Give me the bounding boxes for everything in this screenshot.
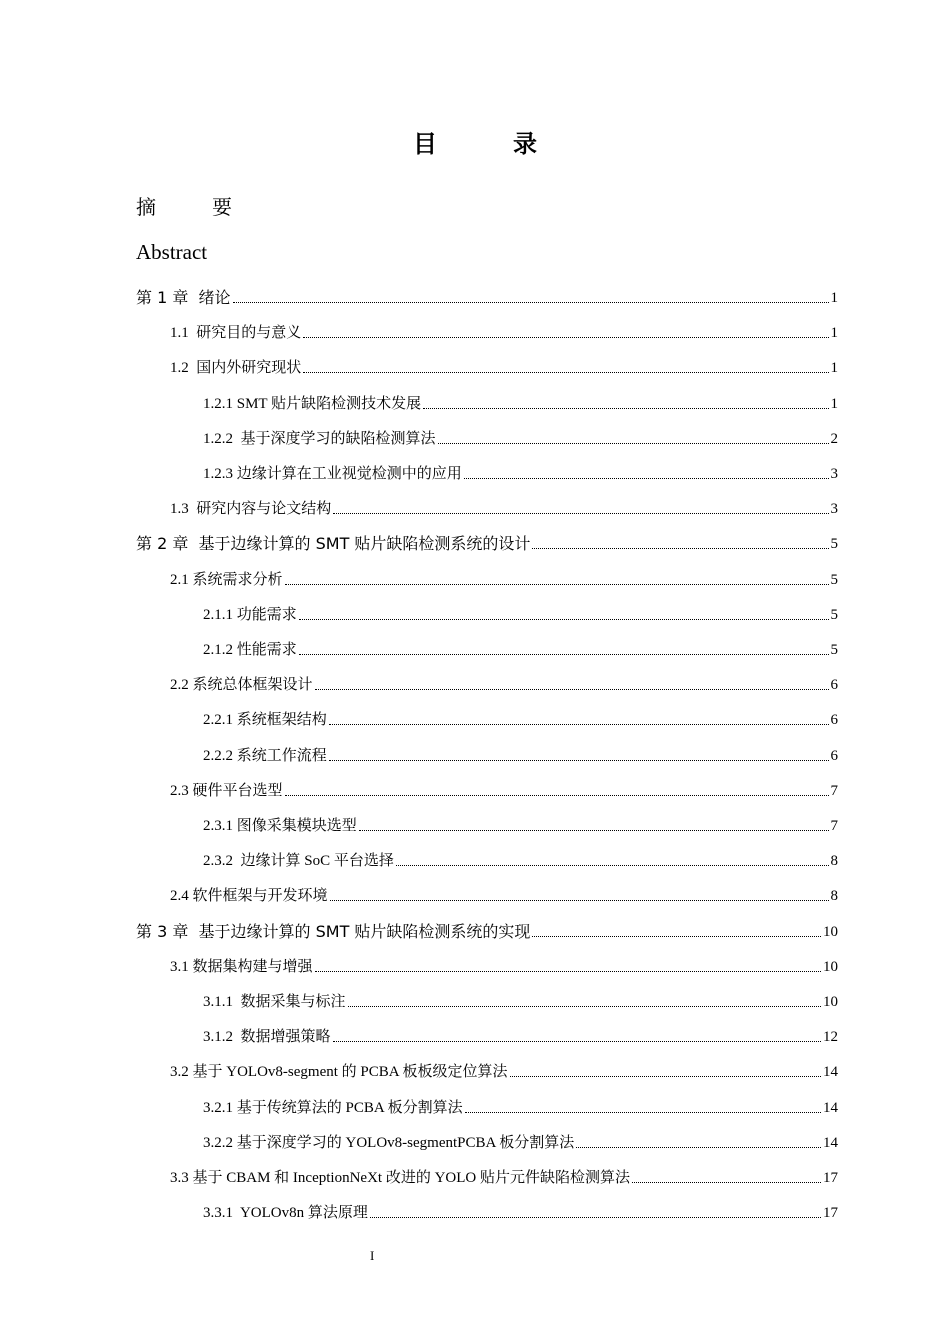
toc-entry[interactable] (203, 805, 838, 835)
toc-dot-leader (532, 547, 828, 549)
toc-entry[interactable] (203, 1087, 838, 1117)
toc-entry[interactable] (203, 981, 838, 1011)
toc-entry-title: 3.3 基于 CBAM 和 InceptionNeXt 改进的 YOLO 贴片元件缺陷检测算法 (170, 1170, 630, 1186)
toc-entry[interactable] (203, 840, 838, 870)
toc-entry[interactable] (203, 735, 838, 765)
toc-entry-page-number: 14 (823, 1099, 838, 1116)
toc-entry[interactable] (203, 1122, 838, 1152)
toc-entry-title: 1.2.3 边缘计算在工业视觉检测中的应用 (203, 466, 462, 482)
toc-entry-page-number: 5 (830, 536, 838, 553)
toc-dot-leader (333, 512, 828, 514)
toc-entry-title: 2.2.1 系统框架结构 (203, 712, 327, 729)
toc-entry[interactable] (203, 418, 838, 448)
toc-dot-leader (632, 1181, 821, 1183)
toc-entry-page-number: 5 (830, 571, 838, 588)
toc-entry-page-number: 7 (830, 782, 838, 799)
toc-entry-title: 2.2.2 系统工作流程 (203, 747, 327, 764)
toc-dot-leader (576, 1146, 821, 1148)
toc-entry-page-number: 6 (830, 677, 838, 694)
toc-entry[interactable] (170, 946, 838, 976)
toc-entry[interactable] (203, 629, 838, 659)
toc-entry-page-number: 1 (830, 360, 838, 377)
toc-entry-title: 2.3.2 边缘计算 SoC 平台选择 (203, 853, 394, 870)
toc-entry-title: 1.1 研究目的与意义 (170, 325, 302, 342)
toc-entry[interactable] (203, 699, 838, 729)
toc-entry[interactable] (170, 770, 838, 800)
toc-entry[interactable] (203, 383, 838, 413)
toc-entry[interactable] (203, 1192, 838, 1222)
toc-entry-page-number: 3 (830, 501, 838, 518)
toc-entry-page-number: 2 (830, 430, 838, 447)
toc-entry-title: 2.1.2 性能需求 (203, 642, 297, 658)
toc-entry-title: 3.3.1 YOLOv8n 算法原理 (203, 1205, 368, 1222)
toc-entry-page-number: 8 (830, 853, 838, 870)
toc-dot-leader (303, 371, 828, 373)
toc-entry-title: 3.2 基于 YOLOv8-segment 的 PCBA 板板级定位算法 (170, 1064, 508, 1081)
toc-dot-leader (299, 653, 829, 655)
toc-entry-title: 3.2.2 基于深度学习的 YOLOv8-segmentPCBA 板分割算法 (203, 1134, 575, 1151)
toc-entry[interactable] (170, 875, 838, 905)
toc-dot-leader (315, 688, 829, 690)
toc-entry[interactable] (136, 911, 838, 941)
toc-entry-page-number: 12 (823, 1029, 838, 1046)
toc-entry-zhaiyao[interactable]: 摘 要 (136, 195, 250, 219)
toc-dot-leader (438, 442, 829, 444)
toc-entry-title: 3.1.2 数据增强策略 (203, 1029, 331, 1046)
toc-entry-title: 2.3.1 图像采集模块选型 (203, 818, 357, 834)
toc-entry-page-number: 1 (830, 325, 838, 342)
toc-entry-title: 1.2.2 基于深度学习的缺陷检测算法 (203, 430, 436, 447)
toc-entry-title: 1.2.1 SMT 贴片缺陷检测技术发展 (203, 395, 422, 412)
toc-entry-title: 第 2 章 基于边缘计算的 SMT 贴片缺陷检测系统的设计 (136, 534, 531, 554)
toc-dot-leader (315, 970, 821, 972)
toc-entry-page-number: 5 (830, 642, 838, 658)
toc-entry-page-number: 10 (823, 923, 838, 940)
toc-dot-leader (303, 336, 828, 338)
page-number-footer: I (370, 1248, 375, 1263)
toc-dot-leader (233, 301, 829, 303)
toc-dot-leader (532, 935, 821, 937)
toc-entry-page-number: 10 (823, 994, 838, 1010)
toc-entry-page-number: 1 (830, 290, 838, 306)
toc-entry-title: 2.1 系统需求分析 (170, 571, 283, 588)
toc-entry-title: 2.1.1 功能需求 (203, 606, 297, 623)
toc-dot-leader (396, 864, 829, 866)
toc-entry-page-number: 17 (823, 1170, 838, 1186)
toc-dot-leader (370, 1216, 821, 1218)
toc-entry-title: 2.3 硬件平台选型 (170, 782, 283, 799)
toc-entry[interactable] (136, 523, 838, 553)
toc-dot-leader (330, 899, 829, 901)
toc-dot-leader (510, 1075, 821, 1077)
toc-entry-title: 3.2.1 基于传统算法的 PCBA 板分割算法 (203, 1099, 463, 1116)
toc-entry-title: 2.2 系统总体框架设计 (170, 677, 313, 694)
toc-dot-leader (329, 723, 829, 725)
toc-dot-leader (359, 829, 829, 831)
toc-entry-title: 3.1.1 数据采集与标注 (203, 994, 346, 1010)
toc-entry-page-number: 5 (830, 606, 838, 623)
toc-entry-abstract[interactable]: Abstract (136, 240, 208, 264)
toc-dot-leader (333, 1040, 821, 1042)
toc-entry[interactable] (136, 277, 838, 307)
toc-entry[interactable] (170, 1051, 838, 1081)
toc-entry[interactable] (170, 347, 838, 377)
toc-entry-title: 1.3 研究内容与论文结构 (170, 501, 332, 518)
toc-entry-title: 2.4 软件框架与开发环境 (170, 888, 328, 905)
toc-entry-title: 第 3 章 基于边缘计算的 SMT 贴片缺陷检测系统的实现 (136, 921, 531, 941)
toc-entry-page-number: 3 (830, 466, 838, 482)
toc-entry[interactable] (170, 312, 838, 342)
toc-entry-title: 第 1 章 绪论 (136, 288, 231, 307)
toc-entry-title: 1.2 国内外研究现状 (170, 360, 302, 377)
toc-dot-leader (423, 407, 828, 409)
toc-dot-leader (329, 759, 829, 761)
toc-dot-leader (464, 477, 829, 479)
toc-entry[interactable] (170, 1157, 838, 1187)
toc-entry[interactable] (203, 453, 838, 483)
toc-entry[interactable] (170, 559, 838, 589)
toc-entry-page-number: 14 (823, 1064, 838, 1081)
toc-entry-page-number: 10 (823, 958, 838, 975)
toc-entry[interactable] (203, 594, 838, 624)
toc-dot-leader (285, 583, 829, 585)
toc-entry-page-number: 8 (830, 888, 838, 905)
toc-entry-page-number: 17 (823, 1205, 838, 1222)
page-title: 目 录 (413, 130, 563, 158)
toc-dot-leader (299, 618, 829, 620)
toc-entry-page-number: 6 (830, 747, 838, 764)
toc-entry-title: 3.1 数据集构建与增强 (170, 958, 313, 975)
toc-entry[interactable] (203, 1016, 838, 1046)
toc-entry[interactable] (170, 664, 838, 694)
toc-dot-leader (285, 794, 829, 796)
toc-dot-leader (348, 1005, 821, 1007)
toc-entry[interactable] (170, 488, 838, 518)
toc-entry-page-number: 14 (823, 1134, 838, 1151)
toc-entry-page-number: 6 (830, 712, 838, 729)
toc-dot-leader (465, 1111, 821, 1113)
toc-entry-page-number: 7 (830, 818, 838, 834)
toc-entry-page-number: 1 (830, 395, 838, 412)
